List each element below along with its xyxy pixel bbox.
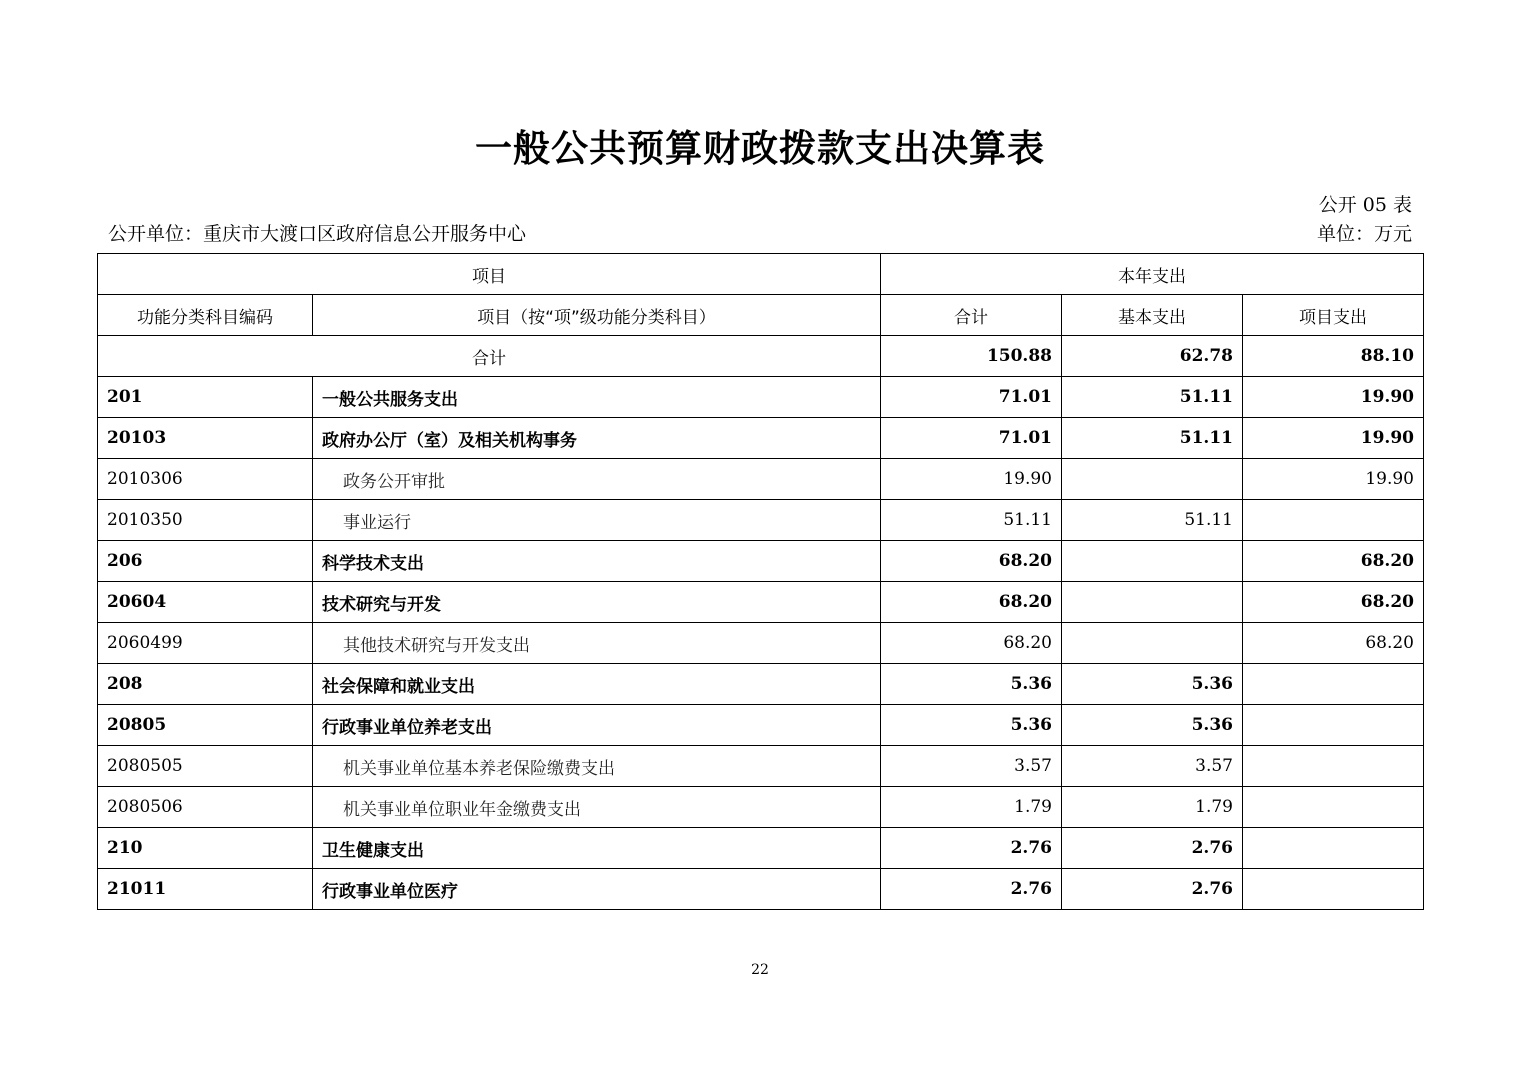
row-project (1243, 828, 1424, 869)
header-item: 项目 (98, 254, 881, 295)
row-total: 2.76 (881, 828, 1062, 869)
row-basic: 1.79 (1062, 787, 1243, 828)
row-basic: 51.11 (1062, 418, 1243, 459)
row-code: 2080505 (98, 746, 313, 787)
row-project: 68.20 (1243, 623, 1424, 664)
row-name: 政府办公厅（室）及相关机构事务 (313, 418, 881, 459)
header-basic: 基本支出 (1062, 295, 1243, 336)
total-total: 150.88 (881, 336, 1062, 377)
row-code: 20103 (98, 418, 313, 459)
row-total: 71.01 (881, 418, 1062, 459)
table-row (98, 418, 1424, 459)
row-total: 19.90 (881, 459, 1062, 500)
row-project (1243, 787, 1424, 828)
row-code: 206 (98, 541, 313, 582)
row-basic: 5.36 (1062, 705, 1243, 746)
row-project: 68.20 (1243, 541, 1424, 582)
row-project (1243, 664, 1424, 705)
total-label: 合计 (98, 336, 881, 377)
total-project: 88.10 (1243, 336, 1424, 377)
row-total: 71.01 (881, 377, 1062, 418)
table-row (98, 705, 1424, 746)
row-total: 68.20 (881, 541, 1062, 582)
row-total: 5.36 (881, 705, 1062, 746)
table-row (98, 459, 1424, 500)
header-row-2 (98, 295, 1424, 336)
header-code: 功能分类科目编码 (98, 295, 313, 336)
row-basic (1062, 582, 1243, 623)
budget-table (97, 253, 1424, 910)
table-row (98, 664, 1424, 705)
row-name: 机关事业单位基本养老保险缴费支出 (313, 746, 881, 787)
row-project (1243, 500, 1424, 541)
row-basic: 51.11 (1062, 377, 1243, 418)
row-project: 19.90 (1243, 459, 1424, 500)
header-project: 项目支出 (1243, 295, 1424, 336)
row-code: 201 (98, 377, 313, 418)
row-project: 19.90 (1243, 377, 1424, 418)
row-code: 210 (98, 828, 313, 869)
row-name: 科学技术支出 (313, 541, 881, 582)
row-basic (1062, 623, 1243, 664)
document-title: 一般公共预算财政拨款支出决算表 (475, 127, 1045, 170)
row-name: 社会保障和就业支出 (313, 664, 881, 705)
total-row (98, 336, 1424, 377)
row-code: 2010306 (98, 459, 313, 500)
row-name: 行政事业单位医疗 (313, 869, 881, 910)
row-name: 卫生健康支出 (313, 828, 881, 869)
row-project (1243, 705, 1424, 746)
row-total: 68.20 (881, 582, 1062, 623)
currency-unit: 单位：万元 (1316, 223, 1412, 245)
row-total: 51.11 (881, 500, 1062, 541)
page-number: 22 (751, 962, 769, 978)
table-row (98, 787, 1424, 828)
row-name: 事业运行 (313, 500, 881, 541)
row-project: 19.90 (1243, 418, 1424, 459)
row-basic: 2.76 (1062, 869, 1243, 910)
row-name: 机关事业单位职业年金缴费支出 (313, 787, 881, 828)
header-this-year: 本年支出 (881, 254, 1424, 295)
form-number: 公开 05 表 (1318, 194, 1412, 216)
table-row (98, 746, 1424, 787)
row-total: 2.76 (881, 869, 1062, 910)
row-code: 2080506 (98, 787, 313, 828)
table-row (98, 828, 1424, 869)
row-basic: 3.57 (1062, 746, 1243, 787)
row-code: 2010350 (98, 500, 313, 541)
publishing-unit: 公开单位：重庆市大渡口区政府信息公开服务中心 (108, 223, 527, 245)
row-project: 68.20 (1243, 582, 1424, 623)
row-code: 20805 (98, 705, 313, 746)
total-basic: 62.78 (1062, 336, 1243, 377)
row-basic (1062, 459, 1243, 500)
table-row (98, 582, 1424, 623)
row-project (1243, 869, 1424, 910)
row-code: 2060499 (98, 623, 313, 664)
row-total: 3.57 (881, 746, 1062, 787)
row-total: 68.20 (881, 623, 1062, 664)
row-basic: 5.36 (1062, 664, 1243, 705)
row-code: 20604 (98, 582, 313, 623)
table-row (98, 623, 1424, 664)
row-basic: 2.76 (1062, 828, 1243, 869)
row-project (1243, 746, 1424, 787)
row-total: 1.79 (881, 787, 1062, 828)
table-row (98, 869, 1424, 910)
header-row-1 (98, 254, 1424, 295)
row-name: 一般公共服务支出 (313, 377, 881, 418)
row-code: 21011 (98, 869, 313, 910)
table-row (98, 500, 1424, 541)
header-name: 项目（按“项”级功能分类科目） (313, 295, 881, 336)
row-name: 行政事业单位养老支出 (313, 705, 881, 746)
row-name: 政务公开审批 (313, 459, 881, 500)
table-row (98, 377, 1424, 418)
row-total: 5.36 (881, 664, 1062, 705)
row-basic: 51.11 (1062, 500, 1243, 541)
row-code: 208 (98, 664, 313, 705)
row-name: 技术研究与开发 (313, 582, 881, 623)
row-basic (1062, 541, 1243, 582)
row-name: 其他技术研究与开发支出 (313, 623, 881, 664)
table-row (98, 541, 1424, 582)
header-total: 合计 (881, 295, 1062, 336)
